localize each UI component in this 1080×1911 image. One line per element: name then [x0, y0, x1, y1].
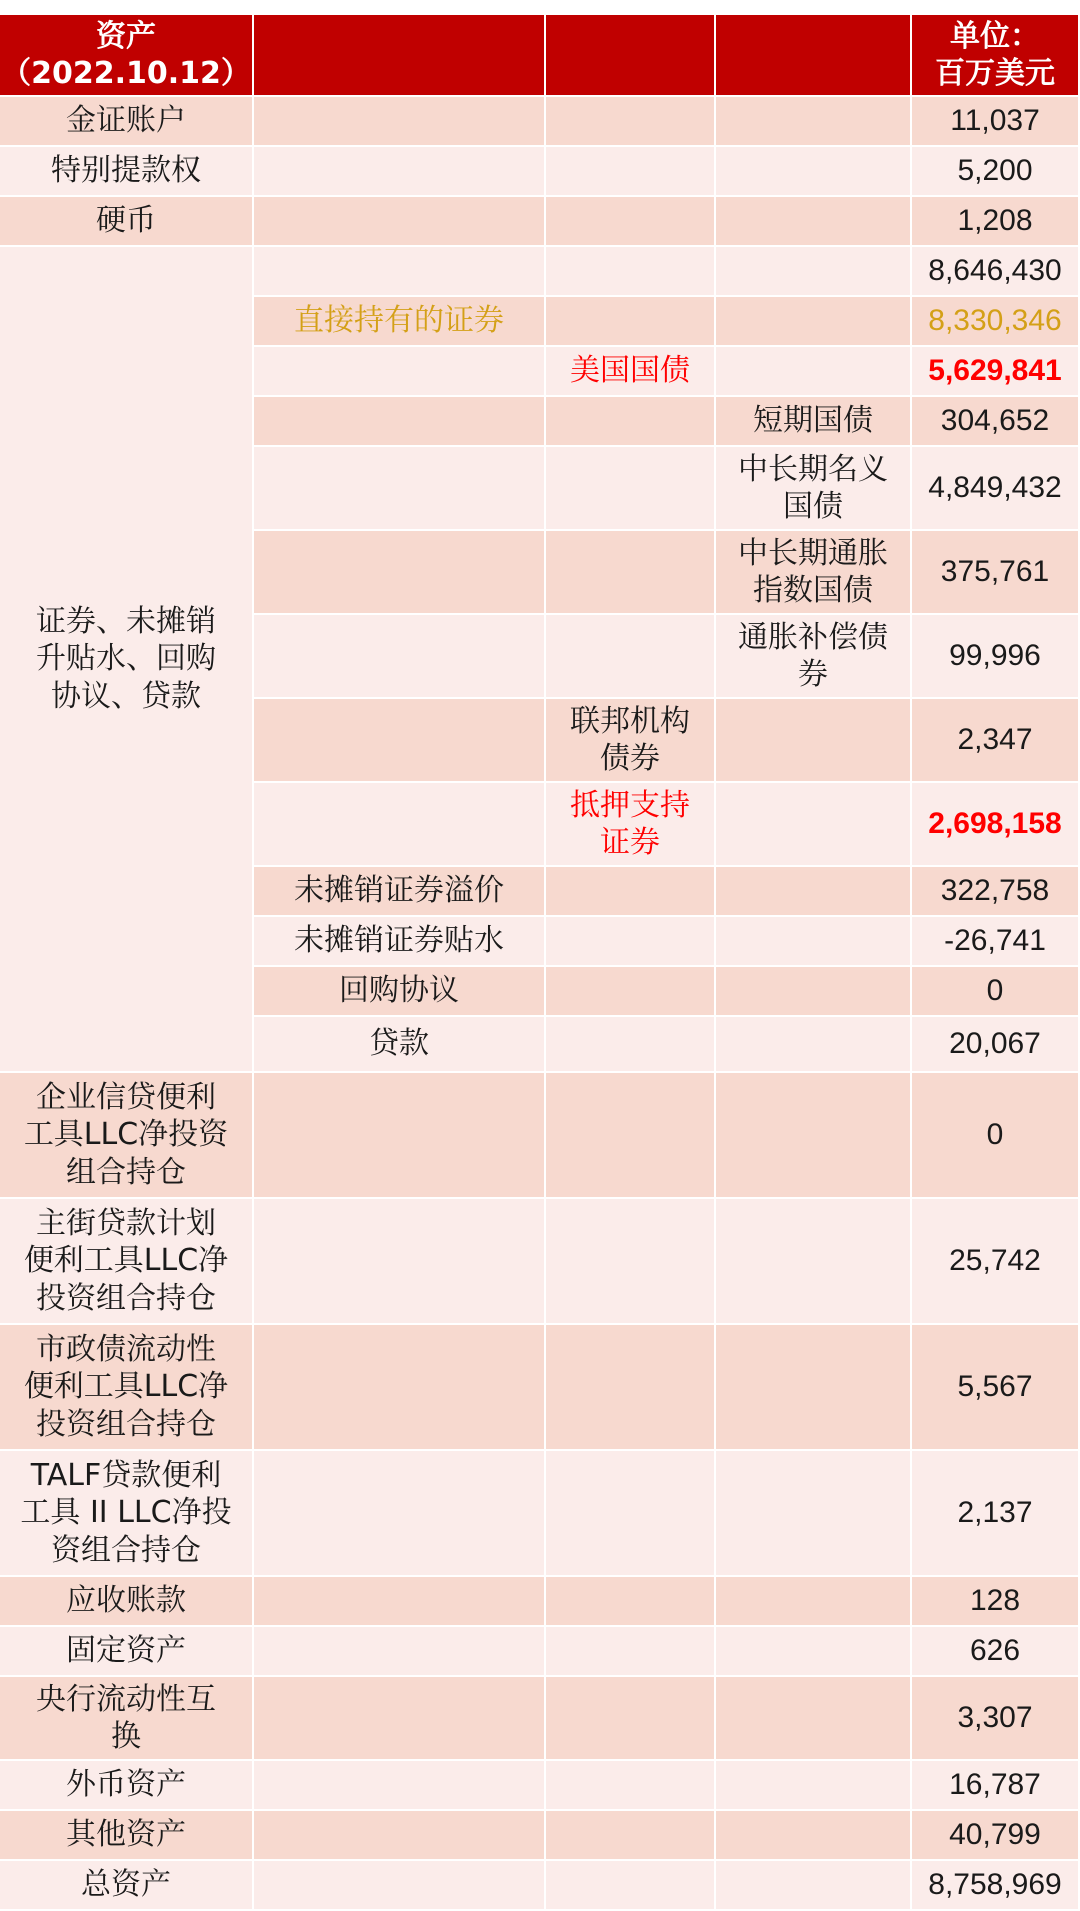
- empty-cell: [716, 1761, 912, 1811]
- empty-cell: [254, 1325, 546, 1451]
- header-blank-3: [716, 15, 912, 97]
- empty-cell: [546, 531, 716, 615]
- row-fixed-assets-label: [0, 1627, 254, 1677]
- header-blank-2: [546, 15, 716, 97]
- empty-cell: [546, 615, 716, 699]
- empty-cell: [546, 1627, 716, 1677]
- empty-cell: [546, 247, 716, 297]
- row-label: 市政债流动性 便利工具LLC净 投资组合持仓: [23, 1331, 229, 1442]
- empty-cell: [716, 783, 912, 867]
- row-label: 未摊销证券贴水: [294, 923, 504, 959]
- row-agency-debt-label: [546, 699, 716, 783]
- row-value: 5,629,841: [912, 347, 1080, 397]
- row-value: 5,567: [912, 1325, 1080, 1451]
- row-label: 回购协议: [339, 973, 459, 1009]
- empty-cell: [546, 1017, 716, 1073]
- row-label: 短期国债: [753, 403, 873, 439]
- row-label: 美国国债: [570, 353, 690, 389]
- row-value: 2,347: [912, 699, 1080, 783]
- row-label: 通胀补偿债 券: [738, 619, 888, 692]
- row-label: 联邦机构 债券: [570, 703, 690, 776]
- row-value: 8,646,430: [912, 247, 1080, 297]
- row-main-street-label: [0, 1199, 254, 1325]
- row-total-assets-label: [0, 1861, 254, 1911]
- row-label: 应收账款: [66, 1583, 186, 1619]
- row-label: 外币资产: [66, 1767, 186, 1803]
- empty-cell: [254, 397, 546, 447]
- empty-cell: [254, 197, 546, 247]
- row-directly-held-label: [254, 297, 546, 347]
- row-value: 2,137: [912, 1451, 1080, 1577]
- row-value: 128: [912, 1577, 1080, 1627]
- empty-cell: [254, 1577, 546, 1627]
- row-value: 3,307: [912, 1677, 1080, 1761]
- empty-cell: [546, 97, 716, 147]
- row-label: 央行流动性互 换: [36, 1681, 216, 1754]
- row-value: 1,208: [912, 197, 1080, 247]
- row-mbs-label: [546, 783, 716, 867]
- empty-cell: [254, 699, 546, 783]
- header-asset-title: 资产 （2022.10.12）: [1, 18, 251, 91]
- row-label: 直接持有的证券: [294, 303, 504, 339]
- row-value: 2,698,158: [912, 783, 1080, 867]
- header-asset-cell: [0, 15, 254, 97]
- row-label: 其他资产: [66, 1817, 186, 1853]
- row-swaps-label: [0, 1677, 254, 1761]
- row-ccf-label: [0, 1073, 254, 1199]
- empty-cell: [716, 1811, 912, 1861]
- row-value: 4,849,432: [912, 447, 1080, 531]
- row-notes-bonds-inflation-label: [716, 531, 912, 615]
- row-value: 20,067: [912, 1017, 1080, 1073]
- row-label: 硬币: [96, 203, 156, 239]
- empty-cell: [254, 147, 546, 197]
- empty-cell: [254, 1677, 546, 1761]
- empty-cell: [716, 1073, 912, 1199]
- row-loans-label: [254, 1017, 546, 1073]
- empty-cell: [546, 1677, 716, 1761]
- empty-cell: [254, 1199, 546, 1325]
- empty-cell: [546, 197, 716, 247]
- row-municipal-label: [0, 1325, 254, 1451]
- empty-cell: [254, 1811, 546, 1861]
- row-value: 11,037: [912, 97, 1080, 147]
- empty-cell: [716, 147, 912, 197]
- row-label: 抵押支持 证券: [570, 787, 690, 860]
- empty-cell: [546, 967, 716, 1017]
- row-value: 0: [912, 967, 1080, 1017]
- empty-cell: [716, 1677, 912, 1761]
- empty-cell: [546, 1861, 716, 1911]
- empty-cell: [716, 967, 912, 1017]
- row-bills-label: [716, 397, 912, 447]
- row-foreign-currency-label: [0, 1761, 254, 1811]
- empty-cell: [716, 1017, 912, 1073]
- balance-sheet-table: [0, 15, 1080, 1903]
- header-blank-1: [254, 15, 546, 97]
- row-receivables-label: [0, 1577, 254, 1627]
- empty-cell: [716, 1627, 912, 1677]
- row-label: 主街贷款计划 便利工具LLC净 投资组合持仓: [23, 1205, 229, 1316]
- empty-cell: [254, 447, 546, 531]
- empty-cell: [716, 1861, 912, 1911]
- row-value: 25,742: [912, 1199, 1080, 1325]
- empty-cell: [716, 297, 912, 347]
- row-label: 未摊销证券溢价: [294, 873, 504, 909]
- empty-cell: [254, 247, 546, 297]
- row-label: 中长期通胀 指数国债: [738, 535, 888, 608]
- empty-cell: [716, 347, 912, 397]
- row-coin-label: [0, 197, 254, 247]
- row-label: 金证账户: [66, 103, 186, 139]
- row-label: 特别提款权: [51, 153, 201, 189]
- row-label: 总资产: [81, 1867, 171, 1903]
- empty-cell: [716, 197, 912, 247]
- empty-cell: [546, 1451, 716, 1577]
- row-value: 40,799: [912, 1811, 1080, 1861]
- empty-cell: [546, 917, 716, 967]
- empty-cell: [254, 1073, 546, 1199]
- empty-cell: [716, 97, 912, 147]
- row-value: 375,761: [912, 531, 1080, 615]
- row-label: 贷款: [369, 1026, 429, 1062]
- empty-cell: [546, 1199, 716, 1325]
- empty-cell: [546, 397, 716, 447]
- empty-cell: [254, 531, 546, 615]
- row-notes-bonds-nominal-label: [716, 447, 912, 531]
- row-value: 626: [912, 1627, 1080, 1677]
- header-unit-cell: [912, 15, 1080, 97]
- row-inflation-compensation-label: [716, 615, 912, 699]
- row-talf-label: [0, 1451, 254, 1577]
- empty-cell: [716, 1199, 912, 1325]
- empty-cell: [254, 1627, 546, 1677]
- row-label: 中长期名义 国债: [738, 451, 888, 524]
- empty-cell: [254, 1861, 546, 1911]
- empty-cell: [546, 147, 716, 197]
- empty-cell: [546, 447, 716, 531]
- row-label: 证券、未摊销 升贴水、回购 协议、贷款: [36, 603, 216, 714]
- row-value: 5,200: [912, 147, 1080, 197]
- row-repo-label: [254, 967, 546, 1017]
- row-value: 8,758,969: [912, 1861, 1080, 1911]
- empty-cell: [546, 1577, 716, 1627]
- row-gold-certificate-label: [0, 97, 254, 147]
- empty-cell: [546, 1761, 716, 1811]
- empty-cell: [546, 1811, 716, 1861]
- row-value: 322,758: [912, 867, 1080, 917]
- header-unit-label: 单位： 百万美元: [935, 18, 1055, 91]
- empty-cell: [254, 783, 546, 867]
- empty-cell: [716, 867, 912, 917]
- row-us-treasury-label: [546, 347, 716, 397]
- empty-cell: [254, 1761, 546, 1811]
- empty-cell: [546, 1325, 716, 1451]
- row-unamortized-discounts-label: [254, 917, 546, 967]
- empty-cell: [716, 699, 912, 783]
- empty-cell: [716, 1451, 912, 1577]
- empty-cell: [716, 247, 912, 297]
- empty-cell: [546, 867, 716, 917]
- row-label: 固定资产: [66, 1633, 186, 1669]
- row-label: 企业信贷便利 工具LLC净投资 组合持仓: [23, 1079, 229, 1190]
- row-value: 0: [912, 1073, 1080, 1199]
- row-value: 304,652: [912, 397, 1080, 447]
- row-label: TALF贷款便利 工具 II LLC净投 资组合持仓: [20, 1457, 232, 1568]
- empty-cell: [254, 615, 546, 699]
- empty-cell: [546, 297, 716, 347]
- row-value: 8,330,346: [912, 297, 1080, 347]
- row-other-assets-label: [0, 1811, 254, 1861]
- empty-cell: [716, 1577, 912, 1627]
- row-securities-group-label: [0, 247, 254, 1073]
- empty-cell: [546, 1073, 716, 1199]
- row-sdr-label: [0, 147, 254, 197]
- empty-cell: [254, 97, 546, 147]
- empty-cell: [716, 917, 912, 967]
- empty-cell: [254, 347, 546, 397]
- empty-cell: [254, 1451, 546, 1577]
- row-value: 16,787: [912, 1761, 1080, 1811]
- row-value: 99,996: [912, 615, 1080, 699]
- empty-cell: [716, 1325, 912, 1451]
- row-value: -26,741: [912, 917, 1080, 967]
- row-unamortized-premiums-label: [254, 867, 546, 917]
